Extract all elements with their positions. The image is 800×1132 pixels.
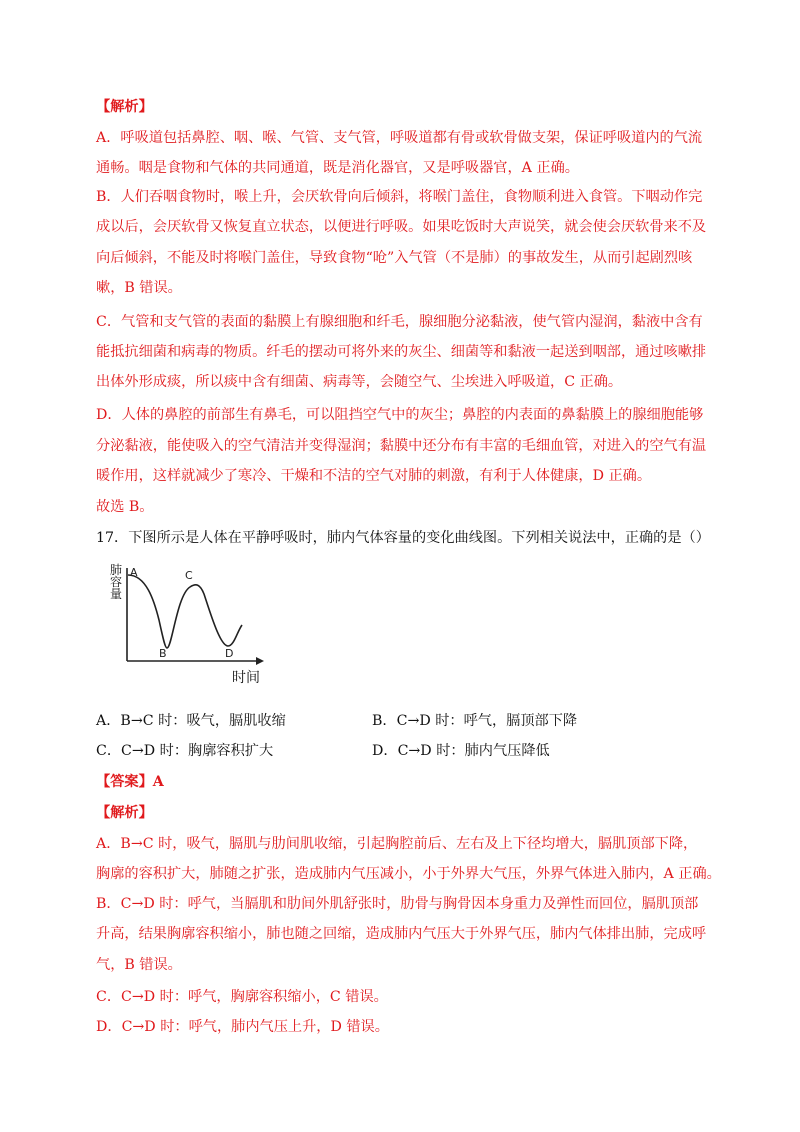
analysis-heading-1: 【解析】	[96, 99, 153, 115]
x-axis-label: 时间	[232, 670, 260, 686]
question-stem: 17．下图所示是人体在平静呼吸时，肺内气体容量的变化曲线图。下列相关说法中，正确的是（）	[96, 530, 710, 546]
option-d: D．C→D 时：肺内气压降低	[372, 743, 550, 759]
analysis2-line-4: 升高，结果胸廓容积缩小，肺也随之回缩，造成肺内气压大于外界气压，肺内气体排出肺，完成呼	[96, 926, 707, 942]
option-c: C．C→D 时：胸廓容积扩大	[96, 743, 274, 759]
y-axis-label-char-2: 容	[110, 575, 123, 589]
analysis1-line-3: B．人们吞咽食物时，喉上升，会厌软骨向后倾斜，将喉门盖住，食物顺利进入食管。下咽动作完	[96, 189, 703, 205]
analysis2-line-5: 气，B 错误。	[96, 957, 182, 973]
volume-curve	[128, 575, 242, 648]
point-label-c: C	[185, 569, 193, 582]
analysis2-line-6: C．C→D 时：呼气，胸廓容积缩小，C 错误。	[96, 989, 388, 1005]
x-axis-arrow	[256, 657, 264, 665]
y-axis-label-char-3: 量	[110, 587, 123, 601]
analysis2-line-7: D．C→D 时：呼气，肺内气压上升，D 错误。	[96, 1019, 389, 1035]
analysis1-line-7: C．气管和支气管的表面的黏膜上有腺细胞和纤毛，腺细胞分泌黏液，使气管内湿润，黏液中含有	[96, 314, 703, 330]
y-axis-label-char-1: 肺	[110, 563, 123, 577]
analysis2-line-3: B．C→D 时：呼气，当膈肌和肋间外肌舒张时，肋骨与胸骨因本身重力及弹性而回位，膈肌顶部	[96, 896, 699, 912]
analysis1-line-12: 暖作用，这样就减少了寒冷、干燥和不洁的空气对肺的刺激，有利于人体健康，D 正确。	[96, 468, 652, 484]
option-b: B．C→D 时：呼气，膈顶部下降	[372, 713, 578, 729]
analysis1-line-1: A．呼吸道包括鼻腔、咽、喉、气管、支气管，呼吸道都有骨或软骨做支架，保证呼吸道内的气流	[96, 130, 703, 146]
conclusion-line: 故选 B。	[96, 499, 154, 515]
lung-volume-figure	[108, 560, 288, 690]
analysis1-line-9: 出体外形成痰，所以痰中含有细菌、病毒等，会随空气、尘埃进入呼吸道，C 正确。	[96, 374, 623, 390]
analysis2-line-2: 胸廓的容积扩大，肺随之扩张，造成肺内气压减小，小于外界大气压，外界气体进入肺内，A 正确。	[96, 866, 721, 882]
point-label-d: D	[225, 647, 234, 660]
analysis2-line-1: A．B→C 时，吸气，膈肌与肋间肌收缩，引起胸腔前后、左右及上下径均增大，膈肌顶部下降，	[96, 836, 698, 852]
option-a: A．B→C 时：吸气，膈肌收缩	[96, 713, 286, 729]
analysis1-line-6: 嗽，B 错误。	[96, 280, 182, 296]
point-label-b: B	[159, 647, 167, 660]
analysis-heading-2: 【解析】	[96, 805, 153, 821]
analysis1-line-8: 能抵抗细菌和病毒的物质。纤毛的摆动可将外来的灰尘、细菌等和黏液一起送到咽部，通过咳嗽排	[96, 344, 707, 360]
analysis1-line-11: 分泌黏液，能使吸入的空气清洁并变得湿润；黏膜中还分布有丰富的毛细血管，对进入的空气有温	[96, 438, 707, 454]
analysis1-line-4: 成以后，会厌软骨又恢复直立状态，以便进行呼吸。如果吃饭时大声说笑，就会使会厌软骨来不及	[96, 219, 707, 235]
analysis1-line-2: 通畅。咽是食物和气体的共同通道，既是消化器官，又是呼吸器官，A 正确。	[96, 160, 579, 176]
analysis1-line-10: D．人体的鼻腔的前部生有鼻毛，可以阻挡空气中的灰尘；鼻腔的内表面的鼻黏膜上的腺细胞能够	[96, 407, 704, 423]
answer-line: 【答案】A	[96, 774, 164, 790]
point-label-a: A	[130, 566, 138, 579]
analysis1-line-5: 向后倾斜，不能及时将喉门盖住，导致食物“呛”入气管（不是肺）的事故发生，从而引起剧烈咳	[96, 250, 693, 266]
